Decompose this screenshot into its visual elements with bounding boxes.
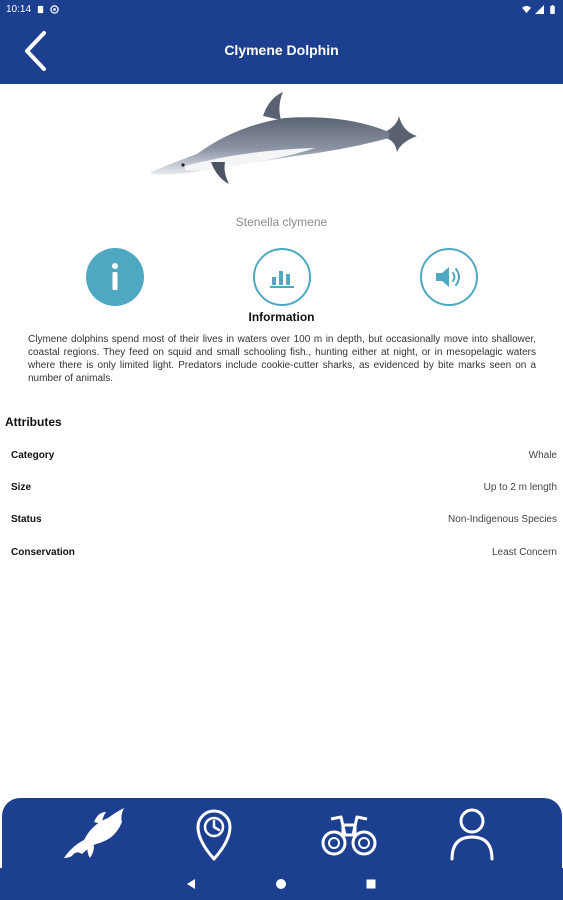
attribute-value: Up to 2 m length [483,481,557,493]
nav-species[interactable] [54,804,134,864]
info-button[interactable] [86,248,144,306]
bar-chart-icon [269,265,295,289]
attribute-key: Size [11,481,32,493]
sim-icon [36,5,45,14]
wifi-icon [522,5,531,14]
speaker-icon [434,264,464,290]
bottom-navigation [2,798,562,868]
profile-icon [448,807,496,861]
status-bar [0,0,563,18]
dolphin-illustration [145,88,420,188]
binoculars-icon [319,811,379,857]
dolphin-icon [58,806,130,862]
attribute-row-conservation [11,544,557,560]
attribute-key: Status [11,513,42,525]
signal-icon [535,5,544,14]
attribute-row-status [11,511,557,527]
notification-icon [50,5,59,14]
nav-sightings-map[interactable] [184,804,244,864]
battery-icon [548,5,557,14]
attribute-key: Category [11,449,55,461]
square-recents-icon [365,878,377,890]
attributes-heading: Attributes [5,415,62,429]
sound-button[interactable] [420,248,478,306]
attribute-row-category [11,447,557,463]
attribute-value: Least Concern [491,546,557,558]
attribute-key: Conservation [11,546,75,558]
nav-profile[interactable] [444,804,500,864]
system-home-button[interactable] [273,876,289,892]
attribute-value: Whale [528,449,557,461]
section-label: Information [248,310,315,324]
system-recents-button[interactable] [363,876,379,892]
system-back-button[interactable] [183,876,199,892]
status-time: 10:14 [6,3,32,15]
system-navigation-bar [0,868,563,900]
stats-button[interactable] [253,248,311,306]
location-pin-icon [192,807,236,861]
scientific-name: Stenella clymene [235,215,328,229]
species-description: Clymene dolphins spend most of their lives in waters over 100 m in depth, but occasionally move into shallower, coastal regions. They feed on squid and small schooling fish., hunting either at night, or in mesopelagic waters where there is only limited light. Predators include cookie-cutter sharks, as evidenced by bite marks seen on a number of animals. [28,334,536,384]
info-icon [105,262,125,292]
nav-spotting[interactable] [314,804,384,864]
page-title: Clymene Dolphin [224,42,339,58]
attribute-row-size [11,479,557,495]
triangle-back-icon [186,878,196,890]
app-bar [0,18,563,84]
attribute-value: Non-Indigenous Species [448,513,557,525]
circle-home-icon [275,878,287,890]
